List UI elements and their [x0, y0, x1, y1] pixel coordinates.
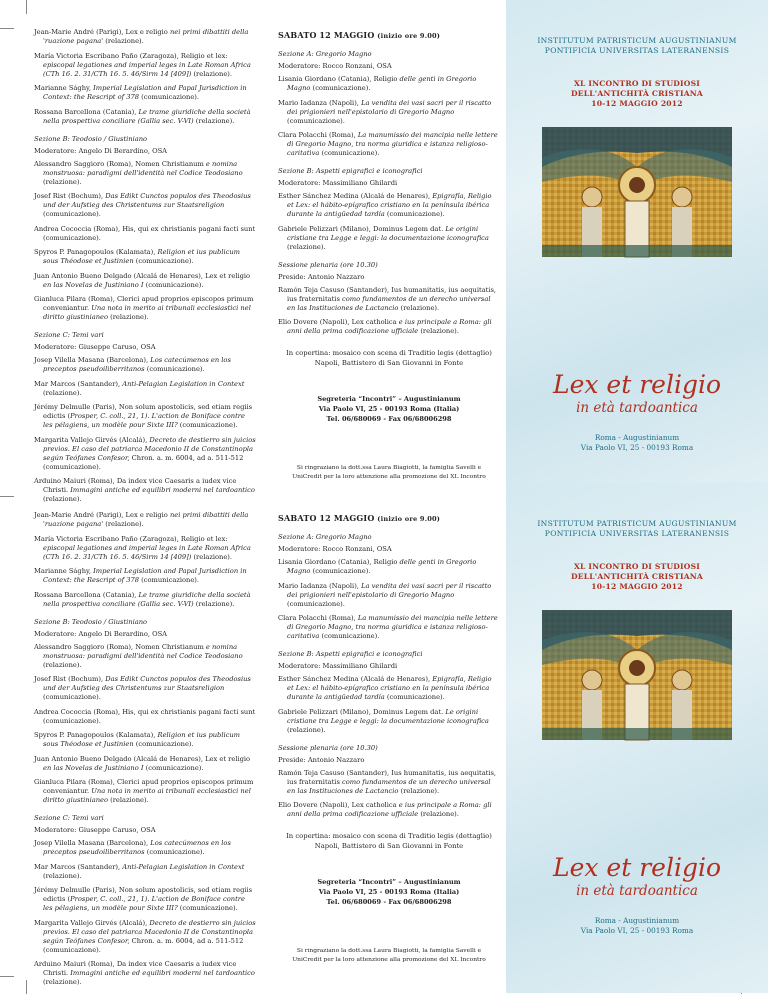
entry-text: Clara Polacchi (Roma), [278, 614, 358, 622]
entry-text: Esther Sánchez Medina (Alcalá de Henares), [278, 675, 433, 683]
entry-text: Elio Dovere (Napoli), Lex catholica [278, 801, 399, 809]
program-entry [34, 755, 256, 773]
entry-text: Josef Rist (Bochum), [34, 192, 106, 200]
secretariat-line: Via Paolo VI, 25 - 00193 Roma (Italia) [318, 888, 460, 896]
secretariat-line: Tel. 06/680069 - Fax 06/68006298 [326, 415, 452, 423]
entry-text: Margarita Vallejo Girvés (Alcalá), [34, 435, 150, 444]
institute-name: INSTITUTUM PATRISTICUM AUGUSTINIANUM [537, 519, 737, 528]
entry-text: Jean-Marie André (Parigi), Lex e religio [34, 511, 170, 519]
entry-text: Marianne Sághy, [34, 84, 94, 92]
entry-text: Arduino Maiuri (Roma), Da index vice Caesaris a iudex vice Christi. [34, 960, 237, 977]
thanks-note [278, 947, 500, 965]
thanks-line: Si ringraziano la dott.ssa Laura Biagiotti, la famiglia Savelli e [296, 948, 482, 954]
entry-tail: (comunicazione). [43, 693, 101, 701]
day-time: (inizio ore 9.00) [377, 515, 441, 523]
entry-text: Rossana Barcellona (Catania), [34, 107, 139, 116]
entry-tail: (comunicazione). [384, 693, 445, 701]
day-date: 12 MAGGIO [319, 30, 375, 40]
entry-title-italic: nei primi dibattiti della 'ruazione pagana' [43, 28, 249, 45]
entry-text: Esther Sánchez Medina (Alcalá de Henares), [278, 192, 433, 200]
entry-title-italic: La manumissio dei mancipia nelle lettere di Gregorio Magno, tra norma giuridica e istanza religioso-caritativa [287, 131, 498, 157]
entry-tail: (comunicazione). [139, 576, 200, 584]
entry-title-italic: como fundamentos de un derecho universal en las Instituciones de Lactancio [287, 294, 491, 312]
program-entry [34, 356, 256, 374]
entry-tail: (relazione). [108, 796, 149, 804]
institute-heading [506, 519, 768, 539]
entry-text: Jean-Marie André (Parigi), Lex e religio [34, 28, 170, 36]
program-entry [34, 708, 256, 726]
entry-tail: (comunicazione). [143, 280, 204, 289]
venue-block [506, 433, 768, 453]
entry-title-italic: delle genti in Gregorio Magno [287, 558, 477, 575]
program-entry [278, 582, 500, 609]
moderator-line: Moderatore: Giuseppe Caruso, OSA [34, 826, 156, 834]
entry-text: Lisania Giordano (Catania), Religio [278, 558, 400, 566]
program-entry [34, 248, 256, 266]
secretariat-line: Segreteria “Incontri” – Augustinianum [317, 395, 461, 403]
day-name: SABATO [278, 513, 317, 523]
entry-tail: (relazione). [418, 327, 459, 335]
moderator-line: Moderatore: Massimiliano Ghilardi [278, 662, 398, 670]
program-entry [278, 769, 500, 796]
program-entry [34, 477, 256, 504]
entry-text: Spyros P. Panagopoulos (Kalamata), [34, 731, 158, 739]
program-entry [34, 675, 256, 702]
entry-text: Gabriele Pelizzari (Milano), Dominus Legem dat. [278, 707, 446, 716]
section-heading: Sessione plenaria (ore 10.30) [278, 260, 378, 269]
entry-text: Mar Marcos (Santander), [34, 379, 123, 388]
entry-tail: Chron. a. m. 6004, ad a. 511-512 (comunicazione). [43, 453, 244, 471]
entry-title-italic: Le trame giuridiche della società nella prospettiva conciliare (Gallia sec. V-VI) [43, 590, 251, 608]
entry-text: Josef Rist (Bochum), [34, 675, 106, 683]
entry-tail: (comunicazione). [310, 84, 371, 92]
meeting-title: XL INCONTRO DI STUDIOSI [573, 79, 701, 88]
entry-tail: (relazione). [43, 177, 82, 186]
entry-title-italic: Epigrafía, Religio et Lex: el hábito-epígrafico cristiano en la península ibérica durante la antigüedad tardía [287, 192, 492, 218]
entry-text: Mario Iadanza (Napoli), [278, 98, 362, 107]
program-entry [34, 567, 256, 585]
program-entry [34, 591, 256, 609]
entry-text: Ramón Teja Casuso (Santander), Ius humanitatis, ius aequitatis, ius fraternitatis [278, 768, 497, 786]
meeting-heading [506, 562, 768, 592]
entry-title-italic: Decreto de destierro sin juicios previos. El caso del patriarca Macedonio II de Constantinopla según Teófanes Confesor, [43, 918, 256, 945]
entry-title-italic: Anti-Pelagian Legislation in Context [122, 862, 245, 871]
program-entry [34, 192, 256, 219]
entry-tail: Chron. a. m. 6004, ad a. 511-512 (comunicazione). [43, 936, 244, 954]
entry-tail: (comunicazione). [139, 93, 200, 101]
institute-name: INSTITUTUM PATRISTICUM AUGUSTINIANUM [537, 36, 737, 45]
moderator-line: Moderatore: Angelo Di Berardino, OSA [34, 629, 167, 638]
entry-text: Margarita Vallejo Girvés (Alcalá), [34, 918, 150, 927]
entry-title-italic: e nomina monstruosa: paradigmi dell'identità nel Codice Teodosiano [43, 159, 243, 177]
program-entry [34, 272, 256, 290]
moderator-line: Moderatore: Massimiliano Ghilardi [278, 179, 398, 187]
entry-title-italic: en las Novelas de Justiniano I [43, 280, 144, 289]
cover-credit-line: Napoli, Battistero di San Giovanni in Fonte [314, 842, 464, 850]
meeting-subtitle: DELL'ANTICHITÀ CRISTIANA [570, 572, 704, 581]
entry-tail: (comunicazione). [133, 257, 194, 265]
entry-title-italic: Immagini antiche ed equilibri moderni nel tardoantico [70, 969, 255, 977]
program-entry [278, 614, 500, 641]
program-entry [34, 919, 256, 955]
program-entry [278, 99, 500, 126]
entry-title-italic: Decreto de destierro sin juicios previos. El caso del patriarca Macedonio II de Constantinopla según Teófanes Confesor, [43, 435, 256, 462]
crop-mark [0, 976, 14, 977]
entry-title-italic: Epigrafía, Religio et Lex: el hábito-epígrafico cristiano en la península ibérica durante la antigüedad tardía [287, 675, 492, 701]
program-column-middle [278, 28, 500, 493]
thanks-line: Si ringraziano la dott.ssa Laura Biagiotti, la famiglia Savelli e [296, 465, 482, 471]
entry-title-italic: La manumissio dei mancipia nelle lettere di Gregorio Magno, tra norma giuridica e istanza religioso-caritativa [287, 614, 498, 640]
moderator-line: Moderatore: Rocco Ronzani, OSA [278, 545, 392, 553]
entry-text: Juan Antonio Bueno Delgado (Alcalá de Henares), Lex et religio [34, 754, 251, 763]
secretariat-line: Via Paolo VI, 25 - 00193 Roma (Italia) [318, 405, 460, 413]
entry-title-italic: La vendita dei vasi sacri per il riscatto dei prigionieri nell'epistolario di Gregorio Magno [287, 98, 492, 116]
entry-text: Alessandro Saggioro (Roma), Nomen Christianum [34, 642, 206, 651]
entry-tail: (relazione). [43, 495, 82, 503]
program-entry [34, 436, 256, 472]
entry-tail: (comunicazione). [43, 210, 101, 218]
entry-text: Josep Vilella Masana (Barcelona), [34, 356, 151, 364]
program-entry [34, 643, 256, 670]
program-entry [34, 886, 256, 913]
entry-title-italic: e ius principale a Roma: gli anni della prima codificazione ufficiale [287, 318, 492, 335]
program-entry [34, 160, 256, 187]
cover-credit-line: In copertina: mosaico con scena di Traditio legis (dettaglio) [286, 832, 492, 840]
entry-title-italic: Prosper, C. coll., 21, 1). L'action de Boniface contre les pélagiens, un modèle pour Sixte III? [43, 412, 245, 429]
section-heading: Sezione B: Teodosio / Giustiniano [34, 617, 148, 626]
entry-text: Marianne Sághy, [34, 567, 94, 575]
program-column-middle [278, 511, 500, 976]
program-entry [34, 731, 256, 749]
president-line: Preside: Antonio Nazzaro [278, 272, 365, 281]
entry-tail: (relazione). [287, 242, 326, 251]
entry-tail: (comunicazione). [143, 763, 204, 772]
entry-tail: (relazione). [191, 69, 233, 78]
program-entry [34, 403, 256, 430]
entry-text: Mario Iadanza (Napoli), [278, 581, 362, 590]
cover-credit [278, 348, 500, 368]
entry-text: Andrea Cococcia (Roma), His, qui ex christianis pagani facti sunt (comunicazione). [34, 224, 256, 242]
meeting-dates: 10-12 MAGGIO 2012 [591, 99, 683, 108]
entry-title-italic: en las Novelas de Justiniano I [43, 763, 144, 772]
section-heading: Sezione B: Aspetti epigrafici e iconografici [278, 167, 423, 175]
cover-title: Lex et religio [552, 853, 722, 882]
entry-title-italic: Imperial Legislation and Papal Jurisdiction in Context: the Rescript of 378 [43, 567, 247, 584]
entry-tail: (relazione). [108, 313, 149, 321]
section-heading: Sezione A: Gregorio Magno [278, 50, 372, 58]
secretariat-line: Tel. 06/680069 - Fax 06/68006298 [326, 898, 452, 906]
entry-title-italic: Una nota in merito ai tribunali ecclesiastici nel diritto giustinianeo [43, 787, 251, 804]
thanks-line: UniCredit per la loro attenzione alla promozione del XL Incontro [292, 957, 486, 963]
program-entry [34, 535, 256, 562]
secretariat-line: Segreteria “Incontri” – Augustinianum [317, 878, 461, 886]
entry-tail: (comunicazione). [177, 904, 238, 912]
moderator-line: Moderatore: Giuseppe Caruso, OSA [34, 343, 156, 351]
venue-address: Via Paolo VI, 25 - 00193 Roma [580, 926, 694, 935]
entry-tail: (comunicazione). [287, 599, 345, 608]
section-heading: Sezione C: Temi vari [34, 331, 104, 339]
entry-text: Jérémy Delmulle (Paris), Non solum apostolicis, sed etiam regiis edictis ( [34, 886, 253, 903]
entry-title-italic: Le origini cristiane tra Legge e leggi: la documentazione iconografica [287, 224, 489, 242]
section-heading: Sezione B: Aspetti epigrafici e iconografici [278, 650, 423, 658]
cover-panel [506, 483, 768, 993]
cover-panel [506, 0, 768, 493]
thanks-note [278, 464, 500, 482]
entry-text: Clara Polacchi (Roma), [278, 131, 358, 139]
program-entry [34, 511, 256, 529]
program-column-left [34, 28, 256, 503]
program-entry [278, 558, 500, 576]
entry-tail: (relazione). [398, 303, 440, 312]
program-entry [34, 778, 256, 805]
crop-mark [0, 28, 14, 29]
entry-text: Andrea Cococcia (Roma), His, qui ex christianis pagani facti sunt (comunicazione). [34, 707, 256, 725]
section-heading: Sezione C: Temi vari [34, 814, 104, 822]
entry-tail: (relazione). [43, 871, 82, 880]
cover-subtitle: in età tardoantica [576, 400, 698, 416]
program-entry [278, 131, 500, 158]
venue-block [506, 916, 768, 936]
entry-tail: (relazione). [287, 725, 326, 734]
program-entry [278, 286, 500, 313]
section-heading: Sezione B: Teodosio / Giustiniano [34, 134, 148, 143]
entry-text: Gianluca Pilara (Roma), Clerici apud proprios episcopos primum conveniantur. [34, 295, 254, 312]
entry-title-italic: Le origini cristiane tra Legge e leggi: la documentazione iconografica [287, 707, 489, 725]
day-heading [278, 30, 500, 40]
meeting-title: XL INCONTRO DI STUDIOSI [573, 562, 701, 571]
secretariat-block [278, 394, 500, 424]
entry-title-italic: Prosper, C. coll., 21, 1). L'action de Boniface contre les pélagiens, un modèle pour Sixte III? [43, 895, 245, 912]
university-name: PONTIFICIA UNIVERSITAS LATERANENSIS [544, 529, 730, 538]
entry-title-italic: como fundamentos de un derecho universal en las Instituciones de Lactancio [287, 777, 491, 795]
program-entry [278, 318, 500, 336]
entry-title-italic: Los catecúmenos en los preceptos pseudoiliberritanos [43, 839, 231, 856]
meeting-heading [506, 79, 768, 109]
program-entry [34, 960, 256, 987]
program-entry [34, 225, 256, 243]
crop-mark [26, 0, 27, 14]
entry-text: Jérémy Delmulle (Paris), Non solum apostolicis, sed etiam regiis edictis ( [34, 403, 253, 420]
entry-tail: (relazione). [193, 116, 235, 125]
entry-tail: (comunicazione). [144, 365, 205, 373]
program-entry [278, 75, 500, 93]
president-line: Preside: Antonio Nazzaro [278, 755, 365, 764]
entry-tail: (relazione). [43, 978, 82, 986]
entry-tail: (relazione). [43, 660, 82, 669]
program-entry [278, 708, 500, 735]
entry-title-italic: Das Edikt Cunctos populos des Theodosius und der Aufstieg des Christentums zur Staatsreligion [43, 675, 251, 692]
entry-text: Josep Vilella Masana (Barcelona), [34, 839, 151, 847]
cover-title: Lex et religio [552, 370, 722, 399]
program-entry [278, 675, 500, 702]
entry-title-italic: e nomina monstruosa: paradigmi dell'identità nel Codice Teodosiano [43, 642, 243, 660]
day-time: (inizio ore 9.00) [377, 32, 441, 40]
venue-name: Roma - Augustinianum [594, 433, 680, 442]
crop-mark [0, 496, 14, 497]
entry-tail: (comunicazione). [133, 740, 194, 748]
entry-text: Gabriele Pelizzari (Milano), Dominus Legem dat. [278, 224, 446, 233]
cover-credit-line: Napoli, Battistero di San Giovanni in Fonte [314, 359, 464, 367]
program-entry [278, 192, 500, 219]
secretariat-block [278, 877, 500, 907]
day-date: 12 MAGGIO [319, 513, 375, 523]
entry-text: Arduino Maiuri (Roma), Da index vice Caesaris a iudex vice Christi. [34, 477, 237, 494]
entry-title-italic: Una nota in merito ai tribunali ecclesiastici nel diritto giustinianeo [43, 304, 251, 321]
entry-tail: (relazione). [193, 599, 235, 608]
program-entry [34, 52, 256, 79]
cover-credit-line: In copertina: mosaico con scena di Traditio legis (dettaglio) [286, 349, 492, 357]
program-entry [34, 863, 256, 881]
entry-title-italic: Das Edikt Cunctos populos des Theodosius und der Aufstieg des Christentums zur Staatsreligion [43, 192, 251, 209]
section-heading: Sezione A: Gregorio Magno [278, 533, 372, 541]
cover-credit [278, 831, 500, 851]
program-entry [278, 801, 500, 819]
entry-title-italic: episcopal legationes and imperial leges in Late Roman Africa (CTh 16. 2. 31/CTh 16. 5. 46/Sirm 14 [409]) [43, 60, 251, 78]
entry-tail: (relazione). [398, 786, 440, 795]
entry-title-italic: Le trame giuridiche della società nella prospettiva conciliare (Gallia sec. V-VI) [43, 107, 251, 125]
entry-tail: (relazione). [43, 388, 82, 397]
entry-tail: (relazione). [418, 810, 459, 818]
entry-title-italic: La vendita dei vasi sacri per il riscatto dei prigionieri nell'epistolario di Gregorio Magno [287, 581, 492, 599]
entry-text: Alessandro Saggioro (Roma), Nomen Christianum [34, 159, 206, 168]
day-name: SABATO [278, 30, 317, 40]
program-entry [34, 108, 256, 126]
entry-title-italic: Los catecúmenos en los preceptos pseudoiliberritanos [43, 356, 231, 373]
entry-title-italic: nei primi dibattiti della 'ruazione pagana' [43, 511, 249, 528]
entry-tail: (relazione). [103, 520, 144, 528]
program-entry [278, 225, 500, 252]
entry-text: Ramón Teja Casuso (Santander), Ius humanitatis, ius aequitatis, ius fraternitatis [278, 285, 497, 303]
program-entry [34, 380, 256, 398]
entry-title-italic: Religion et ius publicum sous Théodose et Justinien [43, 731, 240, 748]
entry-text: Juan Antonio Bueno Delgado (Alcalá de Henares), Lex et religio [34, 271, 251, 280]
mosaic-image [542, 610, 732, 740]
program-entry [34, 28, 256, 46]
entry-tail: (relazione). [103, 37, 144, 45]
entry-tail: (comunicazione). [310, 567, 371, 575]
entry-tail: (comunicazione). [319, 632, 380, 640]
entry-title-italic: delle genti in Gregorio Magno [287, 75, 477, 92]
entry-text: María Victoria Escribano Paño (Zaragoza), Religio et lex: [34, 534, 228, 543]
entry-title-italic: Immagini antiche ed equilibri moderni nel tardoantico [70, 486, 255, 494]
program-entry [34, 839, 256, 857]
entry-title-italic: Anti-Pelagian Legislation in Context [122, 379, 245, 388]
program-column-left [34, 511, 256, 986]
section-heading: Sessione plenaria (ore 10.30) [278, 743, 378, 752]
entry-tail: (relazione). [191, 552, 233, 561]
entry-tail: (comunicazione). [144, 848, 205, 856]
entry-title-italic: e ius principale a Roma: gli anni della prima codificazione ufficiale [287, 801, 492, 818]
entry-text: Elio Dovere (Napoli), Lex catholica [278, 318, 399, 326]
entry-text: Mar Marcos (Santander), [34, 862, 123, 871]
entry-title-italic: Religion et ius publicum sous Théodose et Justinien [43, 248, 240, 265]
program-sheet [26, 511, 742, 986]
entry-text: Spyros P. Panagopoulos (Kalamata), [34, 248, 158, 256]
entry-tail: (comunicazione). [287, 116, 345, 125]
entry-text: Rossana Barcellona (Catania), [34, 590, 139, 599]
moderator-line: Moderatore: Rocco Ronzani, OSA [278, 62, 392, 70]
day-heading [278, 513, 500, 523]
crop-mark [26, 980, 27, 994]
venue-name: Roma - Augustinianum [594, 916, 680, 925]
entry-text: Lisania Giordano (Catania), Religio [278, 75, 400, 83]
program-entry [34, 295, 256, 322]
mosaic-image [542, 127, 732, 257]
entry-tail: (comunicazione). [177, 421, 238, 429]
venue-address: Via Paolo VI, 25 - 00193 Roma [580, 443, 694, 452]
entry-tail: (comunicazione). [319, 149, 380, 157]
thanks-line: UniCredit per la loro attenzione alla promozione del XL Incontro [292, 474, 486, 480]
cover-subtitle: in età tardoantica [576, 883, 698, 899]
meeting-subtitle: DELL'ANTICHITÀ CRISTIANA [570, 89, 704, 98]
meeting-dates: 10-12 MAGGIO 2012 [591, 582, 683, 591]
entry-text: Gianluca Pilara (Roma), Clerici apud proprios episcopos primum conveniantur. [34, 778, 254, 795]
entry-title-italic: Imperial Legislation and Papal Jurisdiction in Context: the Rescript of 378 [43, 84, 247, 101]
entry-title-italic: episcopal legationes and imperial leges in Late Roman Africa (CTh 16. 2. 31/CTh 16. 5. 46/Sirm 14 [409]) [43, 543, 251, 561]
moderator-line: Moderatore: Angelo Di Berardino, OSA [34, 146, 167, 155]
university-name: PONTIFICIA UNIVERSITAS LATERANENSIS [544, 46, 730, 55]
entry-tail: (comunicazione). [384, 210, 445, 218]
institute-heading [506, 36, 768, 56]
entry-text: María Victoria Escribano Paño (Zaragoza), Religio et lex: [34, 51, 228, 60]
program-entry [34, 84, 256, 102]
program-sheet [26, 28, 742, 503]
